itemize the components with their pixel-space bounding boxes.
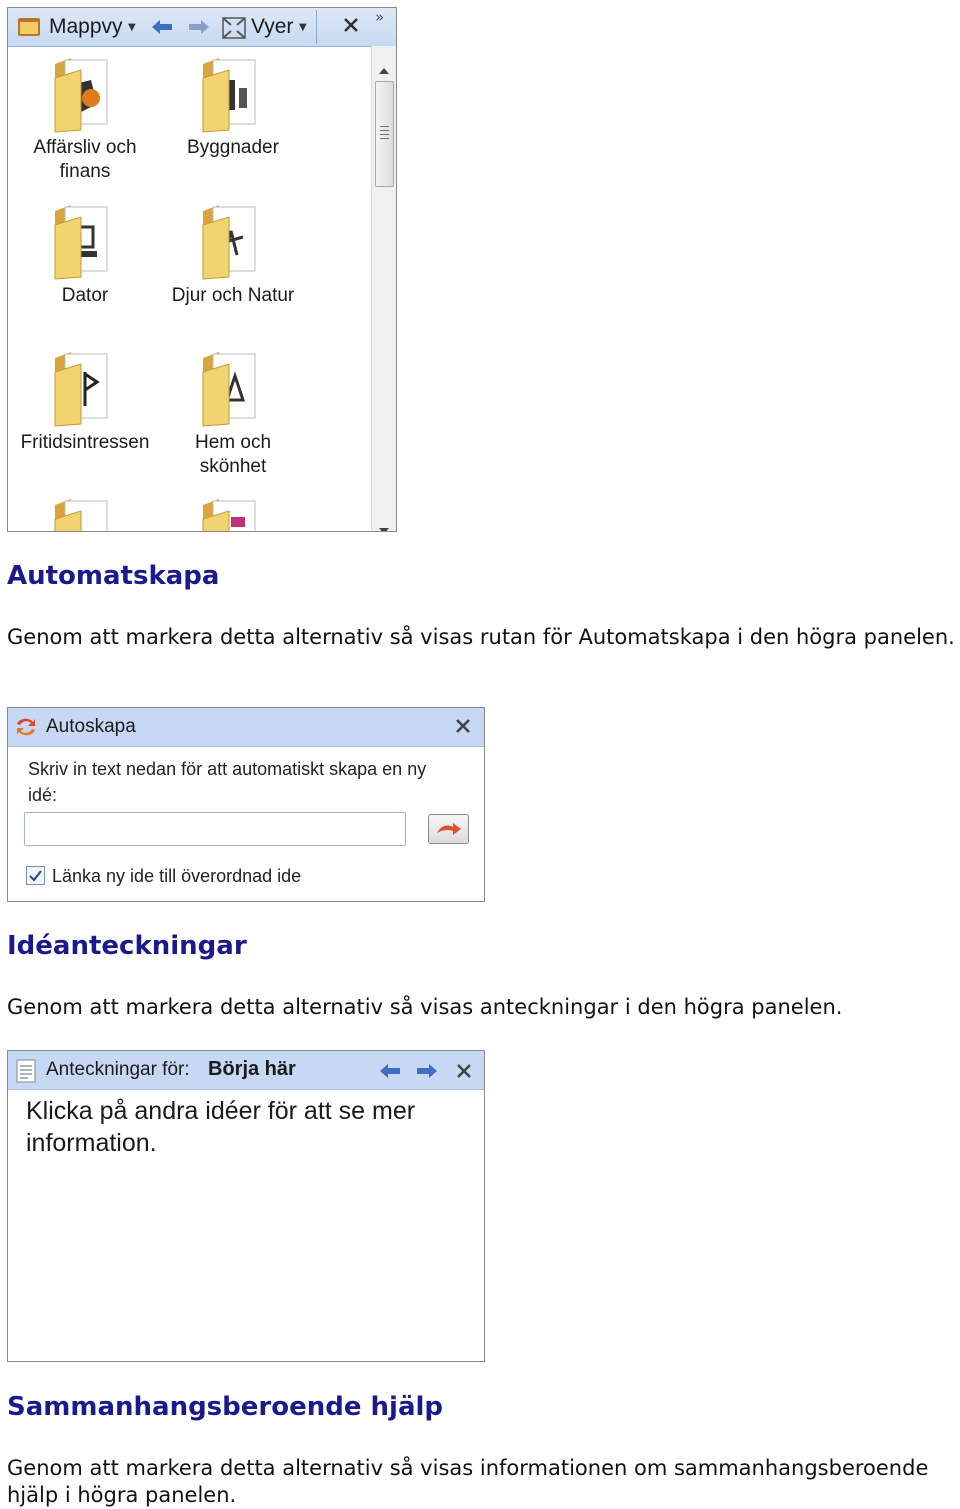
section-text-help: Genom att markera detta alternativ så visas informationen om sammanhangsberoende hjälp i högra panelen. (7, 1456, 929, 1507)
folder-label[interactable]: Affärsliv och finans (33, 137, 137, 182)
folder-toolbar (8, 8, 396, 47)
notes-header (8, 1051, 484, 1090)
folder-view-icon (17, 16, 41, 42)
folder-view-panel (7, 7, 397, 532)
scrollbar-thumb[interactable] (375, 81, 394, 187)
scroll-down-icon[interactable] (378, 520, 390, 532)
notes-document-icon (15, 1059, 37, 1087)
forward-arrow-icon[interactable] (188, 19, 210, 39)
create-idea-button[interactable] (428, 814, 469, 844)
folder-label[interactable]: Hem och skönhet (194, 432, 272, 477)
autoskapa-input[interactable] (24, 812, 406, 846)
folder-icon[interactable] (51, 201, 115, 281)
back-arrow-icon[interactable] (151, 19, 173, 39)
scroll-up-icon[interactable] (378, 60, 390, 79)
chevron-down-icon[interactable]: ▼ (299, 22, 307, 33)
vertical-scrollbar[interactable] (371, 46, 396, 531)
panel-title: Autoskapa (46, 716, 136, 737)
folder-icon[interactable] (199, 54, 263, 134)
folder-label[interactable]: Dator (61, 285, 109, 306)
folder-label[interactable]: Djur och Natur (171, 285, 295, 306)
folder-icon[interactable] (51, 54, 115, 134)
notes-title-topic: Börja här (208, 1058, 296, 1080)
folder-label[interactable]: Fritidsintressen (20, 432, 150, 453)
views-icon[interactable] (222, 17, 246, 43)
view-menu-button[interactable]: Mappvy (49, 15, 123, 38)
notes-body[interactable]: Klicka på andra idéer för att se mer information. (26, 1097, 416, 1157)
link-checkbox[interactable] (26, 866, 45, 885)
section-text-ideanteckningar: Genom att markera detta alternativ så visas anteckningar i den högra panelen. (7, 995, 843, 1019)
views-menu-button[interactable]: Vyer (251, 15, 294, 38)
autocreate-icon (15, 716, 37, 742)
checkmark-icon (28, 868, 43, 883)
close-icon[interactable] (456, 1063, 472, 1083)
overflow-chevron-icon[interactable]: » (375, 8, 385, 26)
close-icon[interactable] (455, 718, 471, 738)
autoskapa-instruction: Skriv in text nedan för att automatiskt skapa en ny idé: (28, 759, 427, 805)
forward-arrow-icon[interactable] (416, 1063, 438, 1083)
autoskapa-header (8, 708, 484, 747)
folder-icon[interactable] (199, 201, 263, 281)
folder-icon[interactable] (51, 495, 115, 532)
folder-icon[interactable] (199, 495, 263, 532)
chevron-down-icon[interactable]: ▼ (128, 22, 136, 33)
section-heading-help: Sammanhangsberoende hjälp (7, 1392, 444, 1422)
section-heading-ideanteckningar: Idéanteckningar (7, 931, 247, 961)
section-text-automatskapa: Genom att markera detta alternativ så visas rutan för Automatskapa i den högra panelen. (7, 625, 955, 649)
notes-panel (7, 1050, 485, 1362)
close-icon[interactable] (342, 16, 360, 38)
back-arrow-icon[interactable] (379, 1063, 401, 1083)
folder-icon[interactable] (51, 348, 115, 428)
folder-label[interactable]: Byggnader (187, 137, 279, 158)
autoskapa-panel (7, 707, 485, 902)
notes-title-prefix: Anteckningar för: (46, 1059, 190, 1080)
toolbar-divider (316, 10, 317, 44)
folder-icon[interactable] (199, 348, 263, 428)
section-heading-automatskapa: Automatskapa (7, 561, 220, 591)
arrow-right-icon (436, 821, 462, 837)
link-checkbox-label[interactable]: Länka ny ide till överordnad ide (52, 866, 302, 886)
